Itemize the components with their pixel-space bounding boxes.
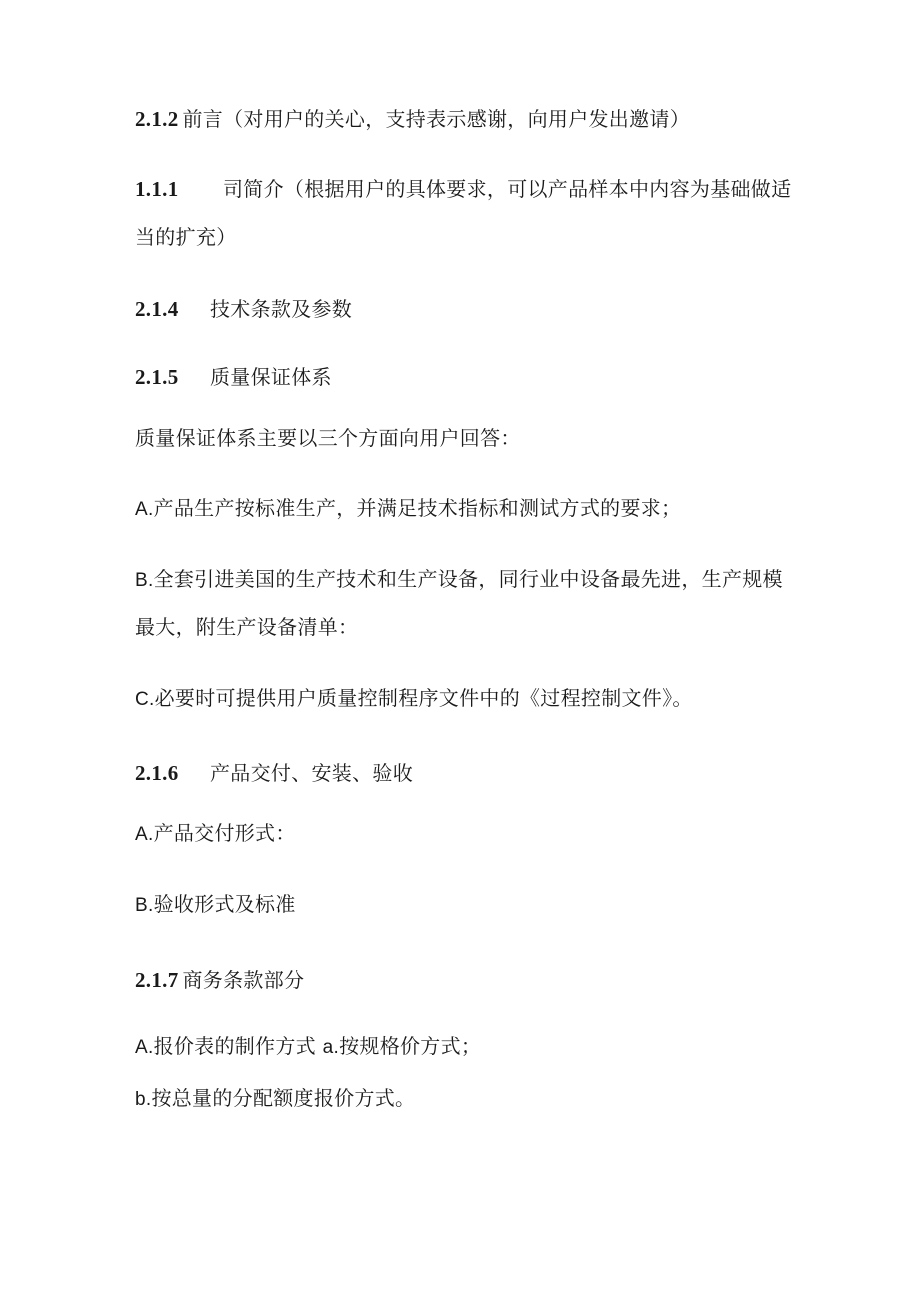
list-item-quality-b-continued bbox=[135, 615, 358, 639]
list-item-text-continued: 最大，附生产设备清单： bbox=[135, 615, 359, 639]
section-number: 2.1.2 bbox=[135, 107, 179, 131]
section-title: 商务条款部分 bbox=[182, 968, 305, 992]
section-heading-2-1-6 bbox=[135, 761, 413, 785]
list-item-commerce-a bbox=[135, 1034, 481, 1060]
list-marker: B. bbox=[135, 570, 154, 591]
section-title: 前言（对用户的关心，支持表示感谢，向用户发出邀请） bbox=[182, 107, 690, 131]
list-marker: b. bbox=[135, 1089, 152, 1110]
paragraph-quality-intro bbox=[135, 426, 521, 450]
list-marker: B. bbox=[135, 895, 154, 916]
list-marker: A. bbox=[135, 499, 154, 520]
list-item-text: 产品生产按标准生产，并满足技术指标和测试方式的要求； bbox=[153, 496, 682, 520]
section-heading-2-1-5 bbox=[135, 365, 332, 389]
section-title-continued: 当的扩充） bbox=[135, 225, 237, 249]
list-marker: A. bbox=[135, 1037, 154, 1058]
section-number: 2.1.5 bbox=[135, 365, 179, 389]
section-number: 1.1.1 bbox=[135, 177, 179, 201]
list-item-text: 全套引进美国的生产技术和生产设备，同行业中设备最先进，生产规模 bbox=[153, 567, 783, 591]
section-heading-1-1-1-continued bbox=[135, 225, 237, 249]
section-number: 2.1.7 bbox=[135, 968, 179, 992]
list-item-delivery-b bbox=[135, 892, 296, 918]
list-item-text: 产品交付形式： bbox=[153, 821, 296, 845]
list-marker: C. bbox=[135, 689, 155, 710]
section-title: 质量保证体系 bbox=[210, 365, 332, 389]
section-heading-1-1-1 bbox=[135, 177, 791, 201]
section-heading-2-1-2 bbox=[135, 107, 690, 131]
section-number: 2.1.4 bbox=[135, 297, 179, 321]
list-marker: A. bbox=[135, 824, 154, 845]
paragraph-text: 质量保证体系主要以三个方面向用户回答： bbox=[135, 426, 521, 450]
sub-list-marker: a. bbox=[322, 1037, 340, 1058]
section-heading-2-1-4 bbox=[135, 297, 352, 321]
list-item-commerce-b bbox=[135, 1086, 415, 1112]
list-item-text: 验收形式及标准 bbox=[153, 892, 296, 916]
section-heading-2-1-7 bbox=[135, 968, 304, 992]
section-title: 技术条款及参数 bbox=[210, 297, 353, 321]
list-item-quality-c bbox=[135, 686, 693, 712]
list-item-text: 报价表的制作方式 bbox=[153, 1034, 316, 1058]
list-item-quality-a bbox=[135, 496, 681, 522]
list-item-quality-b bbox=[135, 567, 783, 593]
list-item-text: 必要时可提供用户质量控制程序文件中的《过程控制文件》。 bbox=[154, 686, 693, 710]
section-title: 司简介（根据用户的具体要求，可以产品样本中内容为基础做适 bbox=[223, 177, 792, 201]
list-item-delivery-a bbox=[135, 821, 296, 847]
sub-list-item-text: 按规格价方式； bbox=[339, 1034, 482, 1058]
section-title: 产品交付、安装、验收 bbox=[210, 761, 413, 785]
section-number: 2.1.6 bbox=[135, 761, 179, 785]
list-item-text: 按总量的分配额度报价方式。 bbox=[151, 1086, 416, 1110]
